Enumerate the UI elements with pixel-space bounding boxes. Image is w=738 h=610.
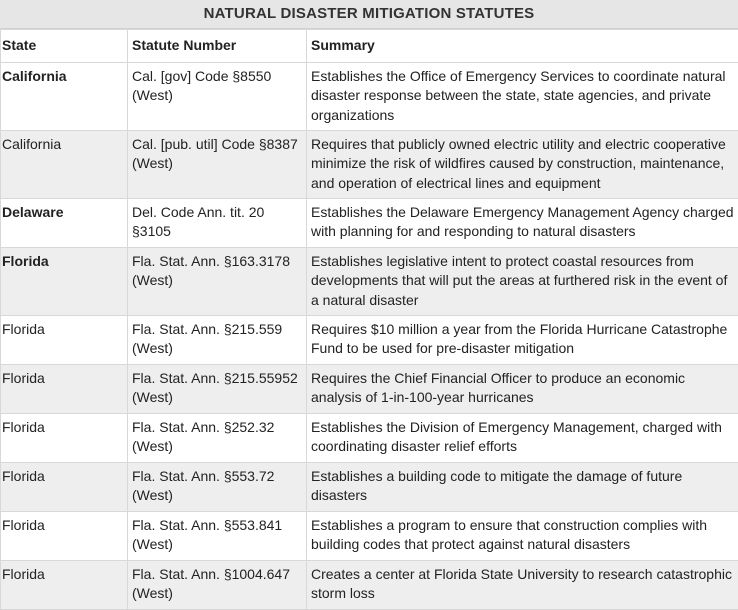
summary-cell: Creates a center at Florida State University to research catastrophic storm loss bbox=[307, 561, 738, 610]
table-row bbox=[1, 561, 738, 610]
table-row bbox=[1, 414, 738, 463]
table-row bbox=[1, 365, 738, 414]
state-cell: California bbox=[1, 63, 128, 131]
state-cell: Florida bbox=[1, 365, 128, 414]
statute-number-cell: Fla. Stat. Ann. §163.3178 (West) bbox=[128, 248, 307, 316]
statute-number-cell: Fla. Stat. Ann. §553.72 (West) bbox=[128, 463, 307, 512]
header-row bbox=[1, 30, 738, 63]
state-cell: Florida bbox=[1, 561, 128, 610]
statute-number-cell: Cal. [pub. util] Code §8387 (West) bbox=[128, 131, 307, 199]
summary-cell: Requires $10 million a year from the Florida Hurricane Catastrophe Fund to be used for pre-disaster mitigation bbox=[307, 316, 738, 365]
column-header-statute-number: Statute Number bbox=[128, 30, 307, 63]
state-cell: Florida bbox=[1, 414, 128, 463]
summary-cell: Establishes the Delaware Emergency Management Agency charged with planning for and responding to natural disasters bbox=[307, 199, 738, 248]
table-row bbox=[1, 316, 738, 365]
table-row bbox=[1, 131, 738, 199]
table-row bbox=[1, 199, 738, 248]
statute-number-cell: Fla. Stat. Ann. §215.55952 (West) bbox=[128, 365, 307, 414]
summary-cell: Establishes the Division of Emergency Management, charged with coordinating disaster relief efforts bbox=[307, 414, 738, 463]
state-cell: California bbox=[1, 131, 128, 199]
summary-cell: Establishes a building code to mitigate the damage of future disasters bbox=[307, 463, 738, 512]
summary-cell: Establishes legislative intent to protect coastal resources from developments that will put the areas at furthered risk in the event of a natural disaster bbox=[307, 248, 738, 316]
statute-number-cell: Del. Code Ann. tit. 20 §3105 bbox=[128, 199, 307, 248]
statute-number-cell: Fla. Stat. Ann. §215.559 (West) bbox=[128, 316, 307, 365]
statutes-table bbox=[0, 29, 738, 610]
table-row bbox=[1, 63, 738, 131]
table-row bbox=[1, 248, 738, 316]
summary-cell: Establishes a program to ensure that construction complies with building codes that protect against natural disasters bbox=[307, 512, 738, 561]
table-row bbox=[1, 463, 738, 512]
state-cell: Florida bbox=[1, 316, 128, 365]
table-row bbox=[1, 512, 738, 561]
summary-cell: Establishes the Office of Emergency Services to coordinate natural disaster response between the state, state agencies, and private organizations bbox=[307, 63, 738, 131]
state-cell: Florida bbox=[1, 512, 128, 561]
statute-number-cell: Fla. Stat. Ann. §252.32 (West) bbox=[128, 414, 307, 463]
column-header-summary: Summary bbox=[307, 30, 738, 63]
state-cell: Florida bbox=[1, 248, 128, 316]
state-cell: Delaware bbox=[1, 199, 128, 248]
statute-number-cell: Cal. [gov] Code §8550 (West) bbox=[128, 63, 307, 131]
summary-cell: Requires that publicly owned electric utility and electric cooperative minimize the risk of wildfires caused by construction, maintenance, and operation of electrical lines and equipment bbox=[307, 131, 738, 199]
table-caption: NATURAL DISASTER MITIGATION STATUTES bbox=[0, 0, 738, 29]
state-cell: Florida bbox=[1, 463, 128, 512]
statute-number-cell: Fla. Stat. Ann. §553.841 (West) bbox=[128, 512, 307, 561]
statute-number-cell: Fla. Stat. Ann. §1004.647 (West) bbox=[128, 561, 307, 610]
column-header-state: State bbox=[1, 30, 128, 63]
summary-cell: Requires the Chief Financial Officer to produce an economic analysis of 1-in-100-year hurricanes bbox=[307, 365, 738, 414]
